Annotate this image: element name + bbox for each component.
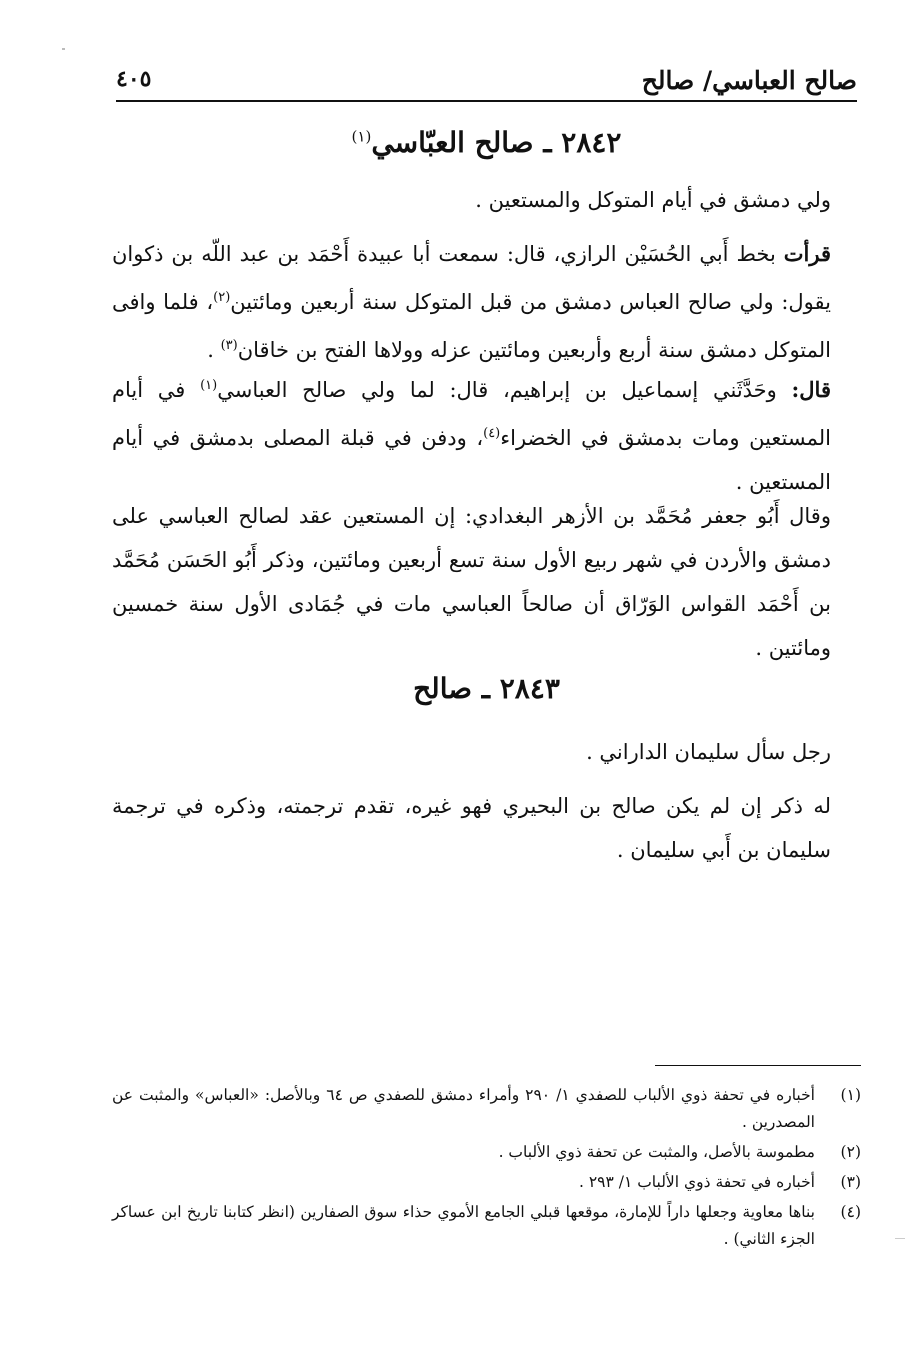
footnote-text: مطموسة بالأصل، والمثبت عن تحفة ذوي الألباب . [498, 1143, 815, 1161]
paragraph [112, 178, 861, 222]
footnote [112, 1199, 861, 1253]
scan-speck [62, 48, 65, 50]
footnote-ref: (١) [200, 378, 218, 393]
paragraph [112, 494, 861, 670]
running-header-title: صالح العباسي/ صالح [641, 66, 857, 95]
footnote-ref: (١) [351, 127, 372, 146]
scan-speck [895, 1238, 905, 1239]
paragraph-text: ، ودفن في قبلة المصلى بدمشق في أيام المستعين . [112, 426, 831, 494]
header-rule [116, 100, 857, 102]
footnote-number: (٤) [840, 1203, 861, 1221]
entry-heading-text: ٢٨٤٣ ـ صالح [413, 672, 560, 705]
paragraph-text: وقال أَبُو جعفر مُحَمَّد بن الأزهر البغدادي: إن المستعين عقد لصالح العباسي على دمشق والأردن في شهر ربيع الأول سنة تسع أربعين ومائتين، وذكر أَبُو الحَسَن مُحَمَّد بن أَحْمَد القواس الوَرّاق أن صالحاً العباسي مات في جُمَادى الأول سنة خمسين ومائتين . [112, 504, 831, 660]
paragraph-text: في أيام المستعين ومات بدمشق في الخضراء [112, 378, 831, 450]
footnote [112, 1139, 861, 1166]
paragraph-lead-word: قال: [791, 377, 831, 402]
paragraph-text: وحَدَّثَني إسماعيل بن إبراهيم، قال: لما ولي صالح العباسي [217, 378, 792, 402]
paragraph [112, 364, 861, 504]
footnote-number: (١) [840, 1086, 861, 1104]
footnote-text: أخباره في تحفة ذوي الألباب للصفدي ١/ ٢٩٠ وأمراء دمشق للصفدي ص ٦٤ وبالأصل: «العباس» والمثبت عن المصدرين . [112, 1086, 815, 1131]
paragraph-text: رجل سأل سليمان الداراني . [586, 740, 831, 764]
footnotes [112, 1082, 861, 1256]
footnote-number: (٣) [840, 1173, 861, 1191]
paragraph [112, 730, 861, 774]
paragraph-text: بخط أَبي الحُسَيْن الرازي، قال: سمعت أبا عبيدة أَحْمَد بن عبد اللّه بن ذكوان يقول: ولي صالح العباس دمشق من قبل المتوكل سنة أربعين ومائتين [112, 242, 831, 314]
paragraph-lead-word: قرأت [783, 241, 831, 266]
paragraph [112, 232, 861, 372]
footnote-text: بناها معاوية وجعلها داراً للإمارة، موقعها قبلي الجامع الأموي حذاء سوق الصفارين (انظر كتابنا تاريخ ابن عساكر الجزء الثاني) . [112, 1203, 815, 1248]
footnote-ref: (٣) [220, 338, 238, 353]
entry-heading-text: ٢٨٤٢ ـ صالح العبّاسي [371, 126, 622, 159]
page-number: ٤٠٥ [116, 66, 152, 92]
footnote [112, 1082, 861, 1136]
entry-heading [116, 126, 857, 159]
running-header [116, 60, 857, 100]
paragraph-text: ولي دمشق في أيام المتوكل والمستعين . [475, 188, 831, 212]
footnote-ref: (٢) [213, 290, 231, 305]
footnote-number: (٢) [840, 1143, 861, 1161]
footnote-separator [655, 1065, 861, 1066]
paragraph-text: . [207, 338, 221, 362]
entry-heading [116, 672, 857, 705]
footnote-text: أخباره في تحفة ذوي الألباب ١/ ٢٩٣ . [578, 1173, 815, 1191]
footnote [112, 1169, 861, 1196]
paragraph-text: ، فلما وافى المتوكل دمشق سنة أربع وأربعين ومائتين عزله وولاها الفتح بن خاقان [112, 290, 831, 362]
footnote-ref: (٤) [483, 426, 501, 441]
paragraph [112, 784, 861, 872]
paragraph-text: له ذكر إن لم يكن صالح بن البحيري فهو غيره، تقدم ترجمته، وذكره في ترجمة سليمان بن أَبي سليمان . [112, 794, 831, 862]
